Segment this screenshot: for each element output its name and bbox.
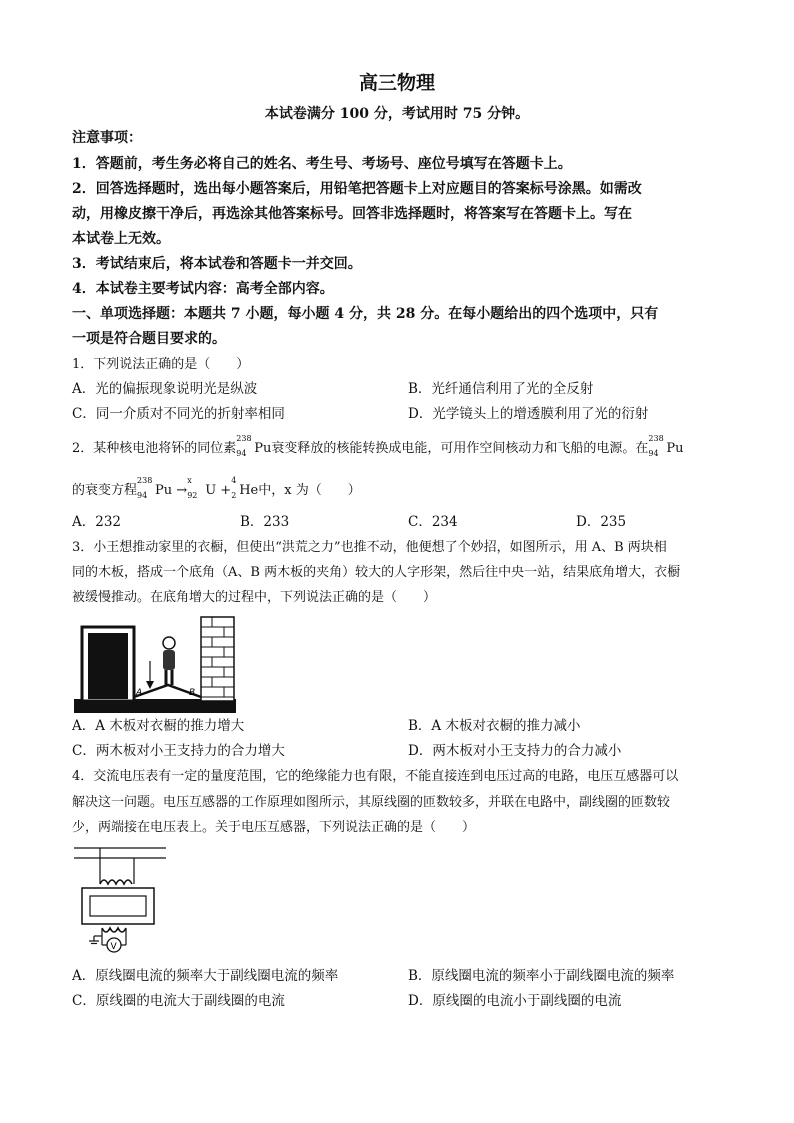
wardrobe-door xyxy=(88,633,128,699)
wardrobe-figure xyxy=(74,613,236,713)
question-2-option-b: B．233 xyxy=(240,514,290,530)
question-3-stem-line-3: 被缓慢推动。在底角增大的过程中，下列说法正确的是（ ） xyxy=(72,590,437,605)
question-4-option-a: A．原线圈电流的频率大于副线圈电流的频率 xyxy=(72,968,339,984)
pu-nuclide xyxy=(236,434,254,459)
u-mass-number: x xyxy=(187,476,192,485)
question-3-option-c: C．两木板对小王支持力的合力增大 xyxy=(72,743,285,759)
primary-coil xyxy=(100,880,132,884)
notes-heading: 注意事项： xyxy=(72,130,142,146)
section-1-heading-line-1: 一、单项选择题：本题共 7 小题，每小题 4 分，共 28 分。在每小题给出的四个选项中，只有 xyxy=(72,306,659,322)
person-body xyxy=(163,650,175,670)
note-3: 3．考试结束后，将本试卷和答题卡一并交回。 xyxy=(72,256,362,272)
brick-wall xyxy=(201,617,234,701)
he-mass-number: 4 xyxy=(231,476,237,485)
iron-core-inner xyxy=(90,896,146,916)
question-2-text-b: 衰变释放的核能转换成电能，可用作空间核动力和飞船的电源。在 xyxy=(271,441,649,456)
question-2-text-c: 的衰变方程 xyxy=(72,483,138,498)
iron-core-outer xyxy=(82,888,154,924)
note-2-line-1: 2．回答选择题时，选出每小题答案后，用铅笔把答题卡上对应题目的答案标号涂黑。如需改 xyxy=(72,181,642,197)
he-charge-number: 2 xyxy=(231,491,237,500)
question-2-text-d: 中，x 为（ ） xyxy=(258,483,361,498)
reaction-plus: + xyxy=(220,483,232,498)
question-3-stem-line-2: 同的木板，搭成一个底角（A、B 两木板的夹角）较大的人字形架，然后往中央一站，结果底角增大，衣橱 xyxy=(72,565,681,580)
question-1-stem: 1．下列说法正确的是（ ） xyxy=(72,357,250,372)
pu-charge-number-2: 94 xyxy=(648,449,659,458)
question-3-option-b: B．A 木板对衣橱的推力减小 xyxy=(408,718,581,734)
u-symbol: U xyxy=(205,483,217,498)
question-1-option-a: A．光的偏振现象说明光是纵波 xyxy=(72,381,258,397)
question-3-stem-line-1: 3．小王想推动家里的衣橱，但使出“洪荒之力”也推不动，他便想了个妙招，如图所示，用 A、B 两块相 xyxy=(72,540,667,555)
he-symbol: He xyxy=(239,483,259,498)
question-3-option-a: A．A 木板对衣橱的推力增大 xyxy=(72,718,245,734)
pu-symbol-2: Pu xyxy=(666,441,684,456)
question-4-stem-line-2: 解决这一问题。电压互感器的工作原理如图所示，其原线圈的匝数较多，并联在电路中，副线圈的匝数较 xyxy=(72,795,671,810)
section-1-heading-line-2: 一项是符合题目要求的。 xyxy=(72,331,226,347)
pu-charge-number: 94 xyxy=(236,449,247,458)
pu-mass-number: 238 xyxy=(236,434,252,443)
transformer-diagram xyxy=(72,842,168,958)
question-1-option-b: B．光纤通信利用了光的全反射 xyxy=(408,381,594,397)
u-charge-number: 92 xyxy=(187,491,198,500)
pu-charge-number-3: 94 xyxy=(137,491,148,500)
question-4-option-c: C．原线圈的电流大于副线圈的电流 xyxy=(72,993,285,1009)
page-title: 高三物理 xyxy=(358,72,435,94)
question-4-stem-line-1: 4．交流电压表有一定的量度范围，它的绝缘能力也有限，不能直接连到电压过高的电路，电压互感器可以 xyxy=(72,769,679,784)
label-b: B xyxy=(189,688,196,698)
note-2-line-2: 动，用橡皮擦干净后，再选涂其他答案标号。回答非选择题时，将答案写在答题卡上。写在 xyxy=(72,206,632,222)
question-4-option-d: D．原线圈的电流小于副线圈的电流 xyxy=(408,993,622,1009)
he-nuclide xyxy=(231,476,239,501)
note-1: 1．答题前，考生务必将自己的姓名、考生号、考场号、座位号填写在答题卡上。 xyxy=(72,156,572,172)
pu-symbol: Pu xyxy=(254,441,272,456)
u-nuclide xyxy=(187,476,205,501)
question-1-option-c: C．同一介质对不同光的折射率相同 xyxy=(72,406,285,422)
question-2-option-d: D．235 xyxy=(576,514,627,530)
secondary-coil xyxy=(102,928,126,932)
pu-mass-number-3: 238 xyxy=(137,476,153,485)
question-2-option-a: A．232 xyxy=(72,514,122,530)
question-2-option-c: C．234 xyxy=(408,514,458,530)
pu-nuclide-2 xyxy=(648,434,666,459)
question-4-stem-line-3: 少，两端接在电压表上。关于电压互感器，下列说法正确的是（ ） xyxy=(72,820,476,835)
question-2-stem-line-1 xyxy=(72,434,684,459)
note-2-line-3: 本试卷上无效。 xyxy=(72,231,170,247)
note-4: 4．本试卷主要考试内容：高考全部内容。 xyxy=(72,281,334,297)
voltmeter-label: V xyxy=(110,942,117,952)
down-arrow-head xyxy=(146,681,154,689)
person-head xyxy=(163,637,175,649)
exam-subtitle: 本试卷满分 100 分，考试用时 75 分钟。 xyxy=(264,106,530,122)
question-1-option-d: D．光学镜头上的增透膜利用了光的衍射 xyxy=(408,406,649,422)
pu-nuclide-3 xyxy=(137,476,155,501)
question-4-option-b: B．原线圈电流的频率小于副线圈电流的频率 xyxy=(408,968,675,984)
question-3-option-d: D．两木板对小王支持力的合力减小 xyxy=(408,743,622,759)
question-2-text-a: 2．某种核电池将钚的同位素 xyxy=(72,441,237,456)
pu-symbol-3: Pu xyxy=(155,483,173,498)
question-2-stem-line-2 xyxy=(72,476,361,501)
reaction-arrow: → xyxy=(176,483,188,498)
pu-mass-number-2: 238 xyxy=(648,434,664,443)
label-a: A xyxy=(136,688,143,698)
